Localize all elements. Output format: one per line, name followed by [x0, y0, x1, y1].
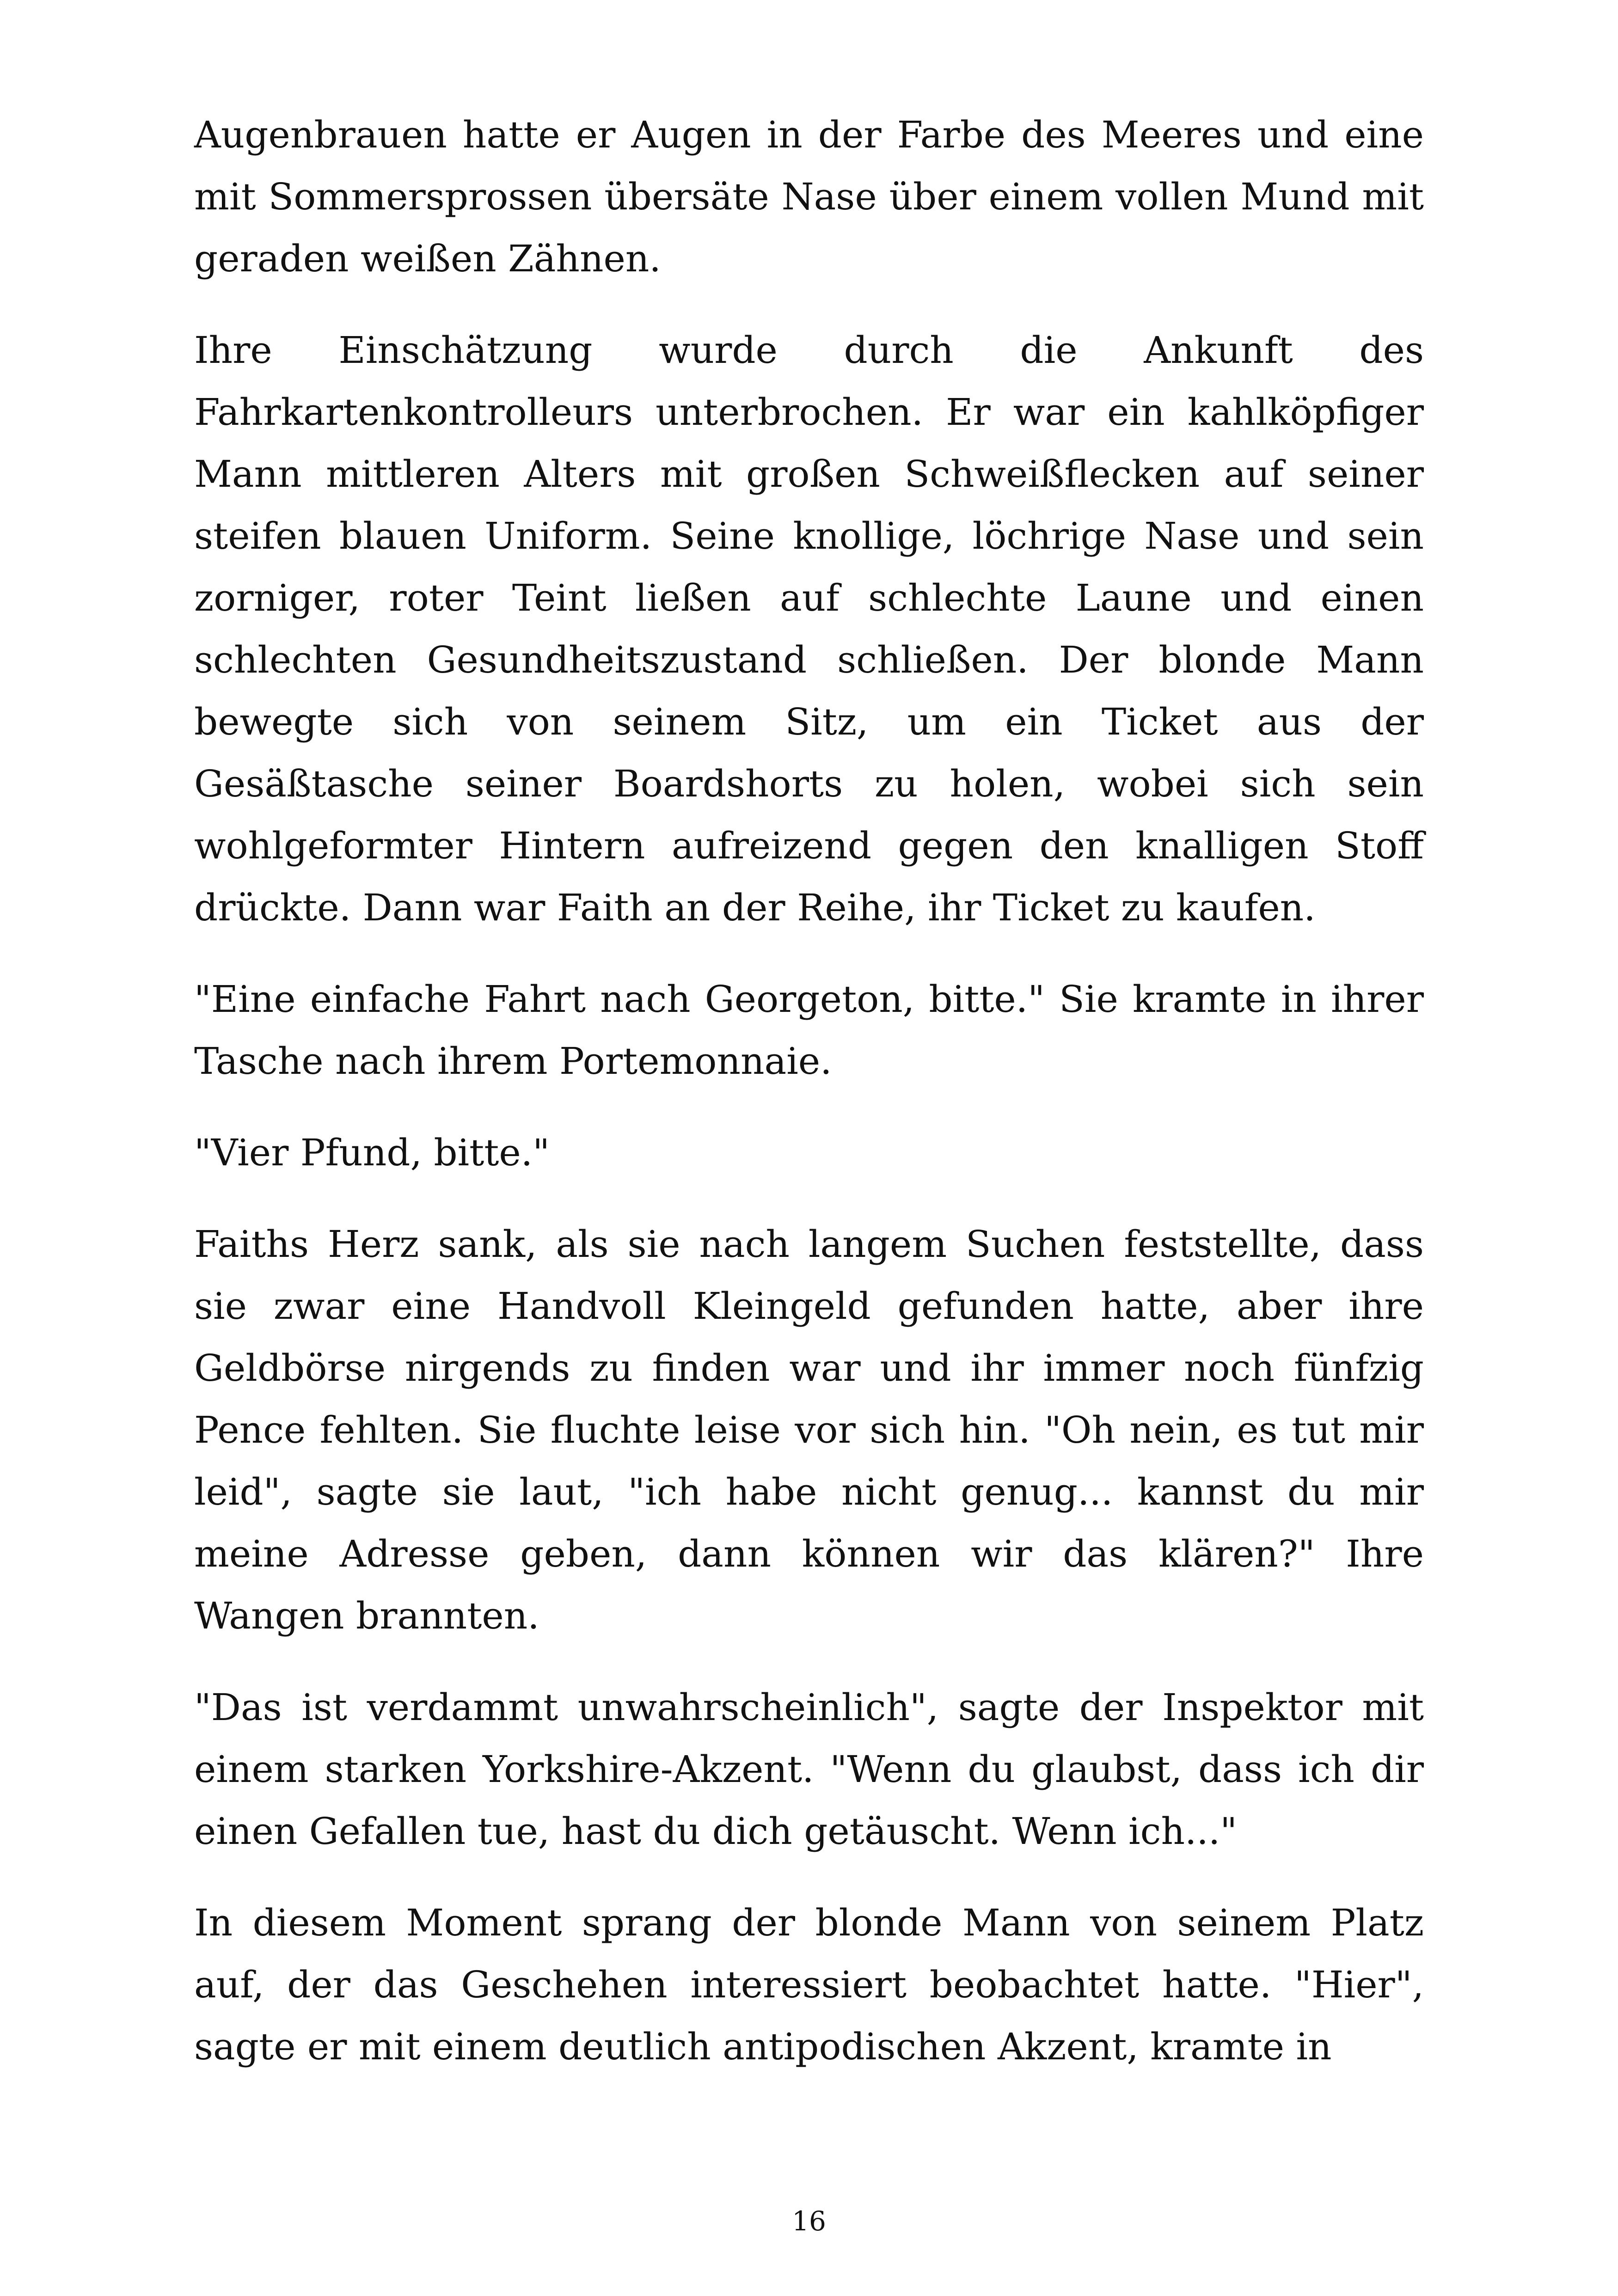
paragraph-5: Faiths Herz sank, als sie nach langem Suchen feststellte, dass sie zwar eine Handvoll Kleingeld gefunden hatte, aber ihre Geldbörse nirgends zu finden war und ihr immer noch fünfzig Pence fehlten. Sie fluchte leise vor sich hin. "Oh nein, es tut mir leid", sagte sie laut, "ich habe nicht genug... kannst du mir meine Adresse geben, dann können wir das klären?" Ihre Wangen brannten.	[194, 1223, 1424, 1637]
paragraph-1: Augenbrauen hatte er Augen in der Farbe des Meeres und eine mit Sommersprossen übersäte Nase über einem vollen Mund mit geraden weißen Zähnen.	[194, 113, 1424, 280]
paragraph-6: "Das ist verdammt unwahrscheinlich", sagte der Inspektor mit einem starken Yorkshire-Akzent. "Wenn du glaubst, dass ich dir einen Gefallen tue, hast du dich getäuscht. Wenn ich..."	[194, 1686, 1424, 1853]
paragraph-2: Ihre Einschätzung wurde durch die Ankunft des Fahrkartenkontrolleurs unterbrochen. Er war ein kahlköpfiger Mann mittleren Alters mit großen Schweißflecken auf seiner steifen blauen Uniform. Seine knollige, löchrige Nase und sein zorniger, roter Teint ließen auf schlechte Laune und einen schlechten Gesundheitszustand schließen. Der blonde Mann bewegte sich von seinem Sitz, um ein Ticket aus der Gesäßtasche seiner Boardshorts zu holen, wobei sich sein wohlgeformter Hintern aufreizend gegen den knalligen Stoff drückte. Dann war Faith an der Reihe, ihr Ticket zu kaufen.	[194, 329, 1424, 929]
body-text	[194, 104, 1424, 2107]
paragraph-7: In diesem Moment sprang der blonde Mann von seinem Platz auf, der das Geschehen interessiert beobachtet hatte. "Hier", sagte er mit einem deutlich antipodischen Akzent, kramte in	[194, 1901, 1424, 2068]
paragraph-3: "Eine einfache Fahrt nach Georgeton, bitte." Sie kramte in ihrer Tasche nach ihrem Portemonnaie.	[194, 978, 1424, 1083]
page-number: 16	[792, 2205, 826, 2237]
paragraph-4: "Vier Pfund, bitte."	[194, 1131, 550, 1174]
